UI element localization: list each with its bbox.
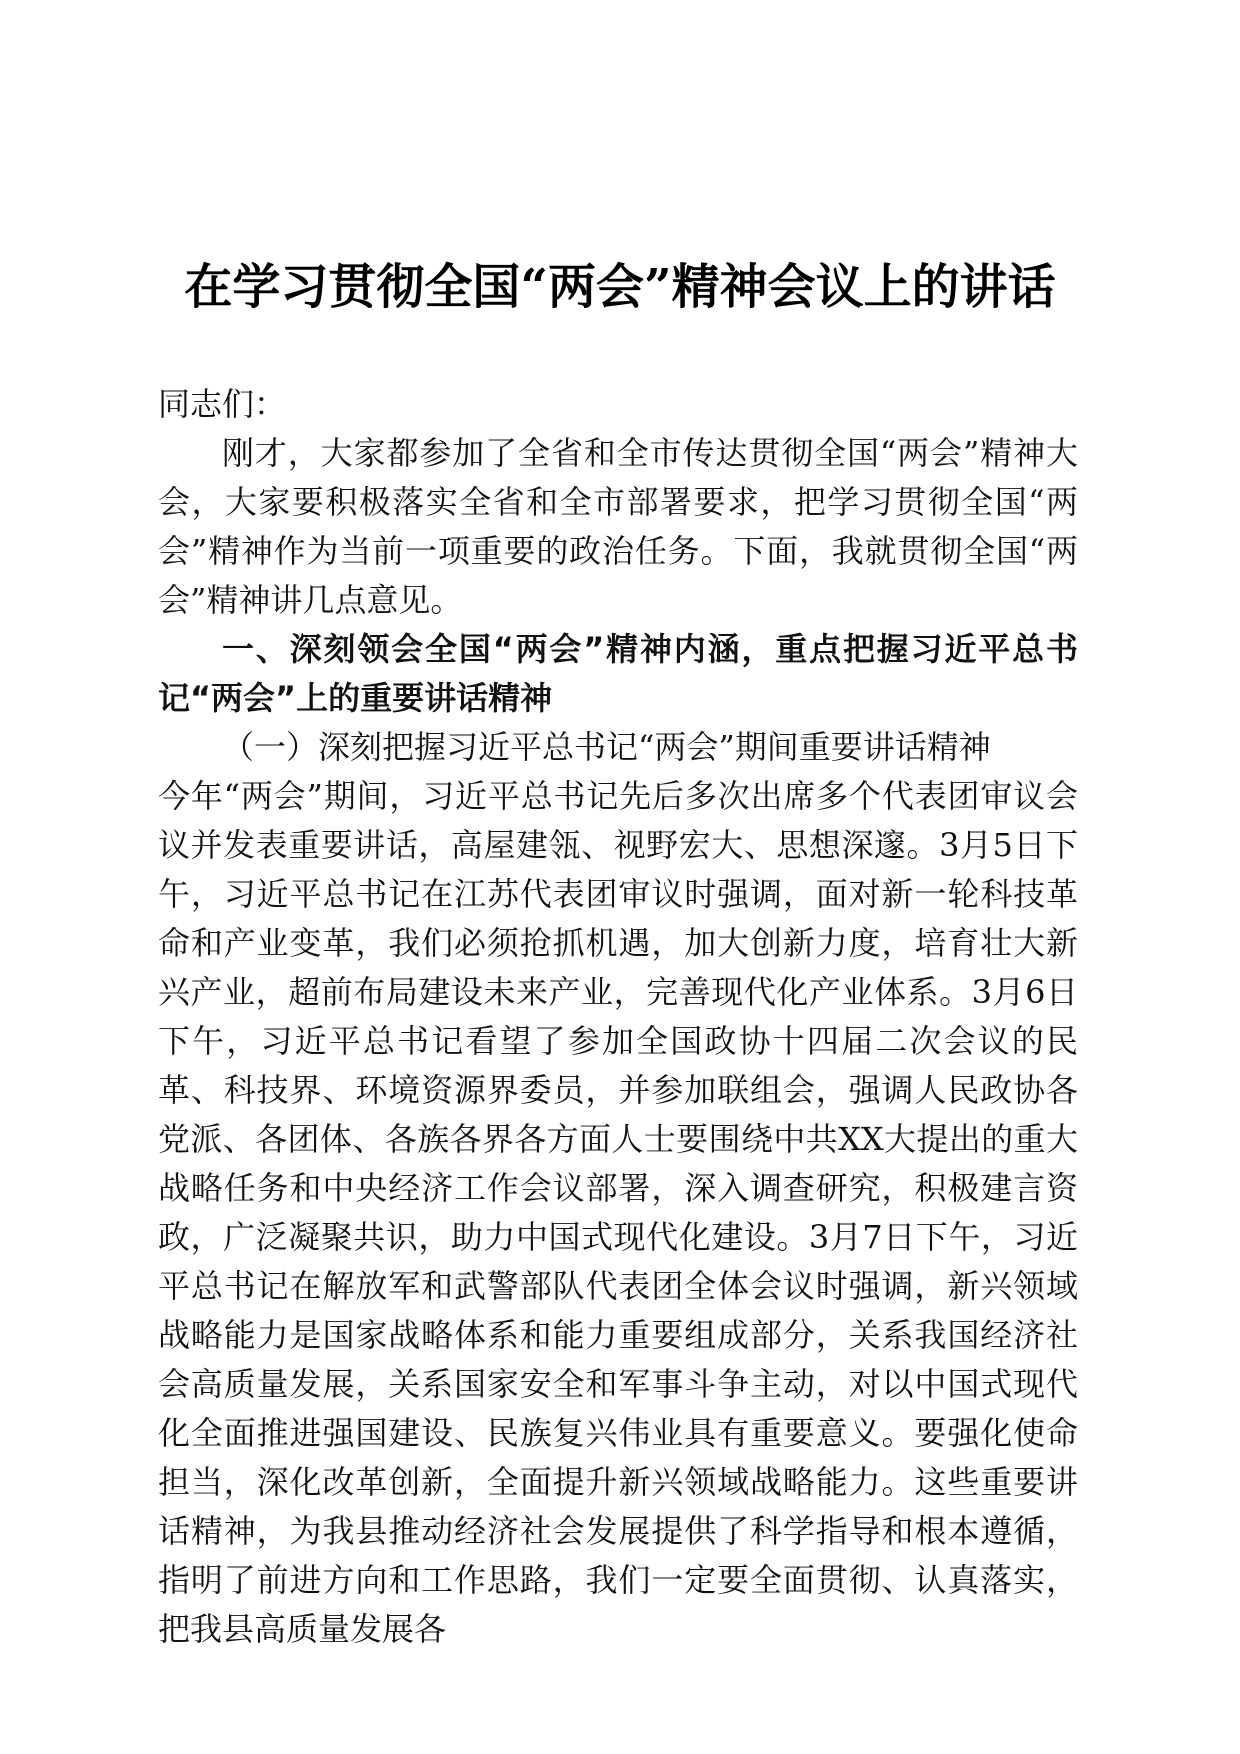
section-heading-1: 一、深刻领会全国“两会”精神内涵，重点把握习近平总书记“两会”上的重要讲话精神 xyxy=(158,630,1078,717)
intro-paragraph: 刚才，大家都参加了全省和全市传达贯彻全国“两会”精神大会，大家要积极落实全省和全市部署要求，把学习贯彻全国“两会”精神作为当前一项重要的政治任务。下面，我就贯彻全国“两会”精神讲几点意见。 xyxy=(158,434,1078,619)
document-title: 在学习贯彻全国“两会”精神会议上的讲话 xyxy=(184,259,1056,315)
document-body xyxy=(158,380,1078,1654)
subsection-heading-1: （一）深刻把握习近平总书记“两会”期间重要讲话精神 xyxy=(222,728,991,766)
subsection-body-1: 今年“两会”期间，习近平总书记先后多次出席多个代表团审议会议并发表重要讲话，高屋建瓴、视野宏大、思想深邃。3月5日下午，习近平总书记在江苏代表团审议时强调，面对新一轮科技革命和产业变革，我们必须抢抓机遇，加大创新力度，培育壮大新兴产业，超前布局建设未来产业，完善现代化产业体系。3月6日下午，习近平总书记看望了参加全国政协十四届二次会议的民革、科技界、环境资源界委员，并参加联组会，强调人民政协各党派、各团体、各族各界各方面人士要围绕中共XX大提出的重大战略任务和中央经济工作会议部署，深入调查研究，积极建言资政，广泛凝聚共识，助力中国式现代化建设。3月7日下午，习近平总书记在解放军和武警部队代表团全体会议时强调，新兴领域战略能力是国家战略体系和能力重要组成部分，关系我国经济社会高质量发展，关系国家安全和军事斗争主动，对以中国式现代化全面推进强国建设、民族复兴伟业具有重要意义。要强化使命担当，深化改革创新，全面提升新兴领域战略能力。这些重要讲话精神，为我县推动经济社会发展提供了科学指导和根本遵循，指明了前进方向和工作思路，我们一定要全面贯彻、认真落实，把我县高质量发展各 xyxy=(158,777,1078,1648)
salutation: 同志们： xyxy=(158,385,287,423)
